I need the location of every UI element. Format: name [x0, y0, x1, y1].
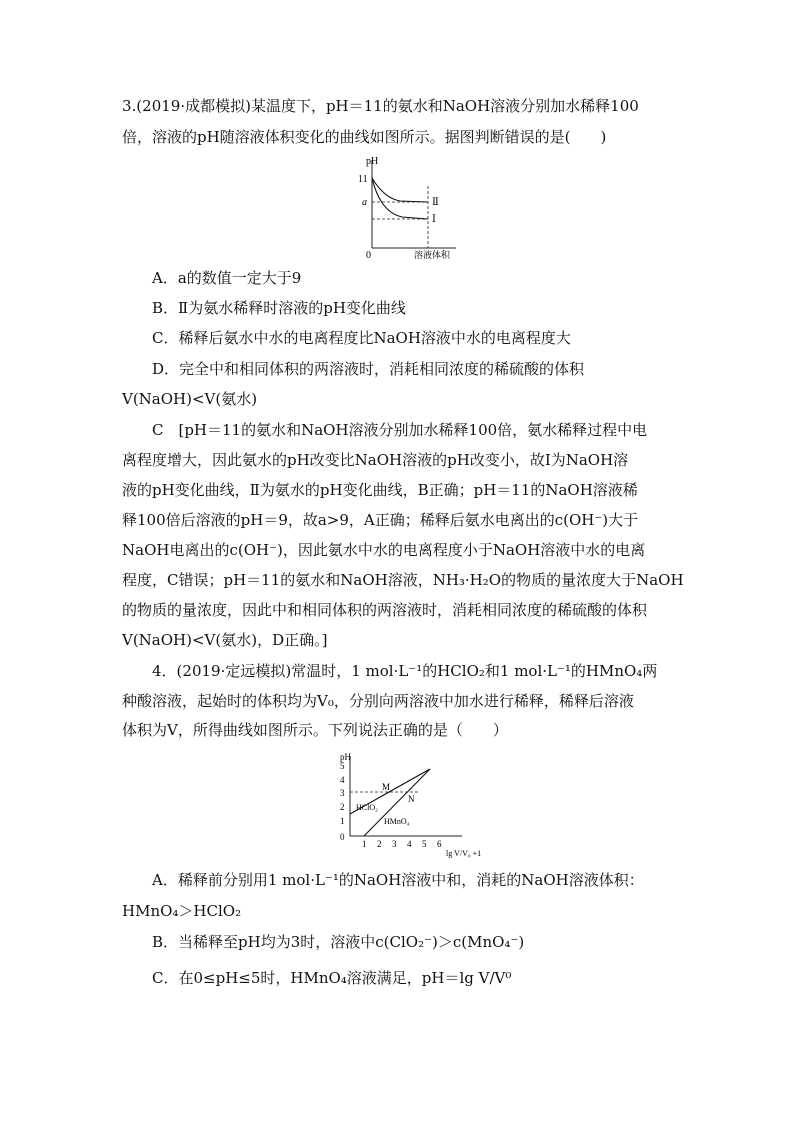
q4-ytick: 2: [340, 802, 345, 812]
curve-ii: [372, 178, 428, 202]
q3-option-d-line1: D．完全中和相同体积的两溶液时，消耗相同浓度的稀硫酸的体积: [152, 360, 585, 378]
q4-stem-line1: 4．(2019·定远模拟)常温时，1 mol·L⁻¹的HClO₂和1 mol·L⁻¹的HMnO₄两: [152, 662, 658, 680]
q4-ytick: 0: [340, 832, 345, 842]
q4-xtick: 5: [422, 839, 427, 849]
q4-ytick: 4: [340, 775, 345, 785]
q3-option-a: A．a的数值一定大于9: [152, 269, 302, 287]
curve-i: [372, 178, 428, 219]
q4-option-a-line1: A．稀释前分别用1 mol·L⁻¹的NaOH溶液中和，消耗的NaOH溶液体积：: [152, 871, 644, 889]
q4-xlabel: lg V/V₀ +1: [446, 849, 482, 858]
q4-xtick: 3: [392, 839, 397, 849]
q4-option-a-line2: HMnO₄＞HClO₂: [122, 902, 242, 920]
q4-point-m: M: [382, 782, 391, 792]
q3-solution-line2: 离程度增大，因此氨水的pH改变比NaOH溶液的pH改变小，故Ⅰ为NaOH溶: [122, 451, 629, 469]
q3-solution-line8: V(NaOH)<V(氨水)，D正确。]: [122, 631, 328, 649]
q3-solution-line1: C [pH＝11的氨水和NaOH溶液分别加水稀释100倍，氨水稀释过程中电: [152, 421, 648, 439]
q4-point-n: N: [408, 794, 415, 804]
q3-stem-line2: 倍，溶液的pH随溶液体积变化的曲线如图所示。据图判断错误的是( ): [122, 128, 607, 146]
q3-option-d-line2: V(NaOH)<V(氨水): [122, 390, 258, 408]
q3-xlabel: 溶液体积: [414, 250, 451, 260]
q3-y11: 11: [358, 174, 368, 185]
q4-hclo2-label: HClO₂: [356, 803, 378, 812]
q4-xtick: 4: [407, 839, 412, 849]
q4-stem-line2: 种酸溶液，起始时的体积均为V₀，分别向两溶液中加水进行稀释，稀释后溶液: [122, 692, 634, 710]
q4-stem-line3: 体积为V，所得曲线如图所示。下列说法正确的是（ ）: [122, 721, 508, 739]
q4-ytick: 3: [340, 788, 345, 798]
q3-option-c: C．稀释后氨水中水的电离程度比NaOH溶液中水的电离程度大: [152, 329, 571, 347]
q4-figure: [332, 752, 492, 860]
q3-solution-line4: 释100倍后溶液的pH＝9，故a>9，A正确；稀释后氨水电离出的c(OH⁻)大于: [122, 511, 639, 529]
q4-xtick: 2: [377, 839, 382, 849]
q4-hmno4-label: HMnO₄: [384, 817, 410, 826]
q3-curve1-label: Ⅰ: [432, 214, 436, 225]
q3-option-b: B．Ⅱ为氨水稀释时溶液的pH变化曲线: [152, 299, 406, 317]
q3-solution-line6: 程度，C错误；pH＝11的氨水和NaOH溶液，NH₃·H₂O的物质的量浓度大于NaOH: [122, 571, 684, 589]
q4-xtick: 6: [437, 839, 442, 849]
q3-ylabel: pH: [366, 156, 379, 167]
q4-xtick: 1: [362, 839, 367, 849]
q3-solution-line7: 的物质的量浓度，因此中和相同体积的两溶液时，消耗相同浓度的稀硫酸的体积: [122, 601, 648, 619]
q4-ytick: 1: [340, 816, 345, 826]
q4-ytick: 5: [340, 761, 345, 771]
q4-option-b: B．当稀释至pH均为3时，溶液中c(ClO₂⁻)＞c(MnO₄⁻): [152, 933, 525, 951]
q3-curve2-label: Ⅱ: [432, 197, 439, 208]
q3-figure: [352, 152, 462, 260]
q3-origin: 0: [366, 250, 371, 260]
q3-solution-line5: NaOH电离出的c(OH⁻)，因此氨水中水的电离程度小于NaOH溶液中水的电离: [122, 541, 646, 559]
q4-option-c: C．在0≤pH≤5时，HMnO₄溶液满足，pH＝lg V/V⁰: [152, 969, 512, 987]
q3-ya: a: [362, 197, 367, 208]
q4-ylabel: pH: [340, 752, 351, 762]
q3-stem-line1: 3.(2019·成都模拟)某温度下，pH＝11的氨水和NaOH溶液分别加水稀释100: [122, 97, 639, 115]
q3-solution-line3: 液的pH变化曲线，Ⅱ为氨水的pH变化曲线，B正确；pH＝11的NaOH溶液稀: [122, 481, 638, 499]
